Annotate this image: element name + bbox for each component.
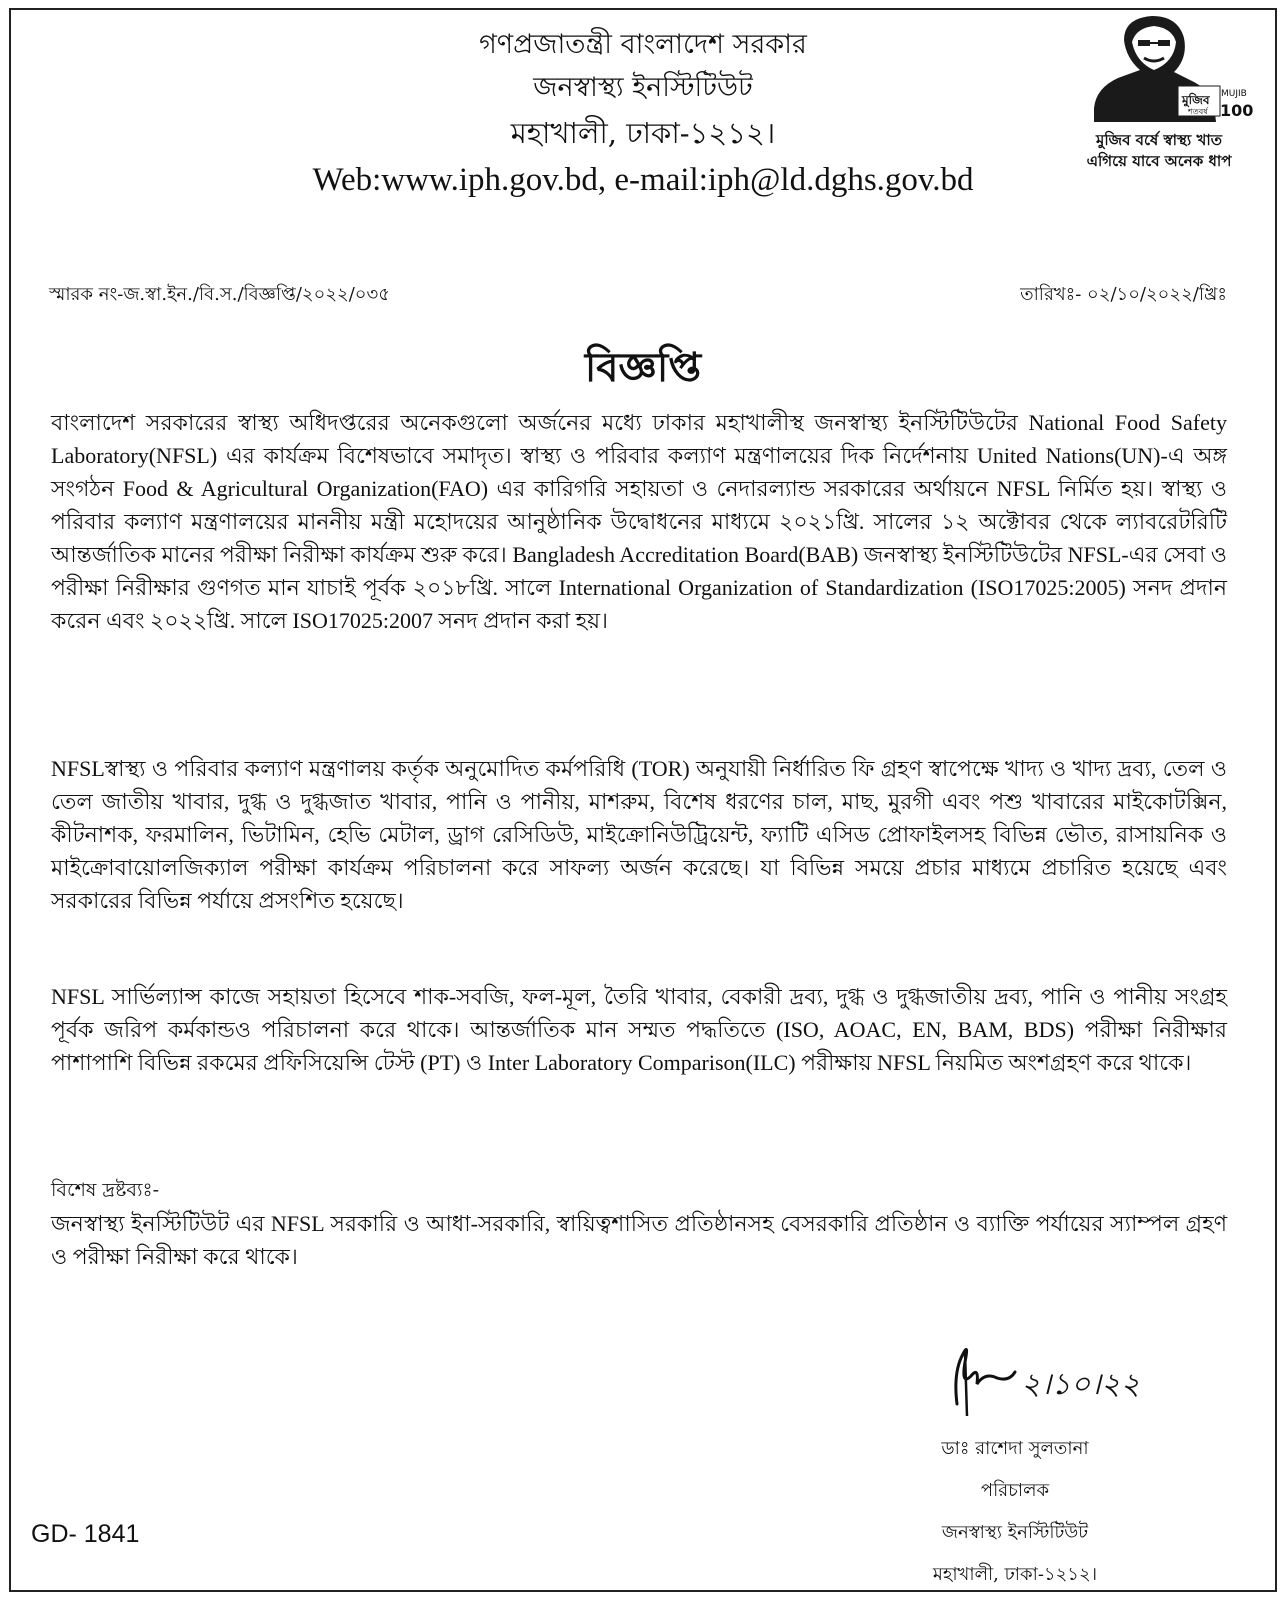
notice-title: বিজ্ঞপ্তি [584, 344, 702, 391]
mujib-borsho-logo [1061, 12, 1257, 172]
paragraph-1: বাংলাদেশ সরকারের স্বাস্থ্য অধিদপ্তরের অনেকগুলো অর্জনের মধ্যে ঢাকার মহাখালীস্থ জনস্বাস্থ্য ইনস্টিটিউটের National Food Safety Laboratory(NFSL) এর কার্যক্রম বিশেষভাবে সমাদৃত। স্বাস্থ্য ও পরিবার কল্যাণ মন্ত্রণালয়ের দিক নির্দেশনায় United Nations(UN)-এ অঙ্গ সংগঠন Food & Agricultural Organization(FAO) এর কারিগরি সহায়তা ও নেদারল্যান্ড সরকারের অর্থায়নে NFSL নির্মিত হয়। স্বাস্থ্য ও পরিবার কল্যাণ মন্ত্রণালয়ের মাননীয় মন্ত্রী মহোদয়ের আনুষ্ঠানিক উদ্বোধনের মাধ্যমে ২০২১খ্রি. সালের ১২ অক্টোবর থেকে ল্যাবরেটরিটি আন্তর্জাতিক মানের পরীক্ষা নিরীক্ষা কার্যক্রম শুরু করে। Bangladesh Accreditation Board(BAB) জনস্বাস্থ্য ইনস্টিটিউটের NFSL-এর সেবা ও পরীক্ষা নিরীক্ষার গুণগত মান যাচাই পূর্বক ২০১৮খ্রি. সালে International Organization of Standardization (ISO17025:2005) সনদ প্রদান করেন এবং ২০২২খ্রি. সালে ISO17025:2007 সনদ প্রদান করা হয়। [51, 410, 1227, 633]
signatory-office: জনস্বাস্থ্য ইনস্টিটিউট [941, 1522, 1089, 1543]
memo-number: স্মারক নং-জ.স্বা.ইন./বি.স./বিজ্ঞপ্তি/২০২২/০৩৫ [49, 284, 390, 305]
badge-sub-text: শতবর্ষ [1188, 107, 1208, 116]
logo-caption-2: এগিয়ে যাবে অনেক ধাপ [1086, 152, 1232, 170]
signature-icon [905, 1332, 1165, 1422]
signatory-block [885, 1428, 1145, 1596]
paragraph-2: NFSLস্বাস্থ্য ও পরিবার কল্যাণ মন্ত্রণালয় কর্তৃক অনুমোদিত কর্মপরিধি (TOR) অনুযায়ী নির্ধারিত ফি গ্রহণ স্বাপেক্ষে খাদ্য ও খাদ্য দ্রব্য, তেল ও তেল জাতীয় খাবার, দুগ্ধ ও দুগ্ধজাত খাবার, পানি ও পানীয়, মাশরুম, বিশেষ ধরণের চাল, মাছ, মুরগী এবং পশু খাবারের মাইকোটক্সিন, কীটনাশক, ফরমালিন, ভিটামিন, হেভি মেটাল, ড্রাগ রেসিডিউ, মাইক্রোনিউট্রিয়েন্ট, ফ্যাটি এসিড প্রোফাইলসহ বিভিন্ন ভৌত, রাসায়নিক ও মাইক্রোবায়োলজিক্যাল পরীক্ষা কার্যক্রম পরিচালনা করে সাফল্য অর্জন করেছে। যা বিভিন্ন সময়ে প্রচার মাধ্যমে প্রচারিত হয়েছে এবং সরকারের বিভিন্ন পর্যায়ে প্রসংশিত হয়েছে। [51, 756, 1227, 913]
signatory-address: মহাখালী, ঢাকা-১২১২। [932, 1564, 1098, 1585]
badge-mujib-text: MUJIB [1221, 89, 1247, 99]
badge-main-text: মুজিব [1182, 93, 1210, 107]
signatory-designation: পরিচালক [980, 1480, 1050, 1501]
institute-address: মহাখালী, ঢাকা-১২১২। [510, 116, 776, 150]
note-text: জনস্বাস্থ্য ইনস্টিটিউট এর NFSL সরকারি ও আধা-সরকারি, স্বায়িত্বশাসিত প্রতিষ্ঠানসহ বেসরকারি প্রতিষ্ঠান ও ব্যাক্তি পর্যায়ের স্যাম্পল গ্রহণ ও পরীক্ষা নিরীক্ষা করে থাকে। [51, 1211, 1227, 1269]
special-note [51, 1174, 1227, 1273]
paragraph-3: NFSL সার্ভিল্যান্স কাজে সহায়তা হিসেবে শাক-সবজি, ফল-মূল, তৈরি খাবার, বেকারী দ্রব্য, দুগ্ধ ও দুগ্ধজাতীয় দ্রব্য, পানি ও পানীয় সংগ্রহ পূর্বক জরিপ কর্মকান্ডও পরিচালনা করে থাকে। আন্তর্জাতিক মান সম্মত পদ্ধতিতে (ISO, AOAC, EN, BAM, BDS) পরীক্ষা নিরীক্ষার পাশাপাশি বিভিন্ন রকমের প্রফিসিয়েন্সি টেস্ট (PT) ও Inter Laboratory Comparison(ILC) পরীক্ষায় NFSL নিয়মিত অংশগ্রহণ করে থাকে। [51, 984, 1227, 1075]
web-email-line: Web:www.iph.gov.bd, e-mail:iph@ld.dghs.gov.bd [312, 162, 974, 198]
institute-name: জনস্বাস্থ্য ইনস্টিটিউট [533, 72, 753, 103]
notice-date: তারিখঃ- ০২/১০/২০২২/খ্রিঃ [1020, 284, 1227, 305]
logo-caption-1: মুজিব বর্ষে স্বাস্থ্য খাত [1096, 131, 1222, 149]
badge-100-text: 100 [1220, 101, 1254, 120]
notice-body [51, 406, 1227, 1269]
signatory-name: ডাঃ রাশেদা সুলতানা [941, 1438, 1089, 1459]
notice-page [9, 8, 1277, 1592]
note-heading: বিশেষ দ্রষ্টব্যঃ- [51, 1179, 160, 1201]
portrait-icon [1074, 12, 1254, 130]
signature-date: ২।১০।২২ [1021, 1367, 1140, 1402]
govt-name: গণপ্রজাতন্ত্রী বাংলাদেশ সরকার [479, 29, 807, 60]
gd-code: GD- 1841 [31, 1520, 140, 1548]
